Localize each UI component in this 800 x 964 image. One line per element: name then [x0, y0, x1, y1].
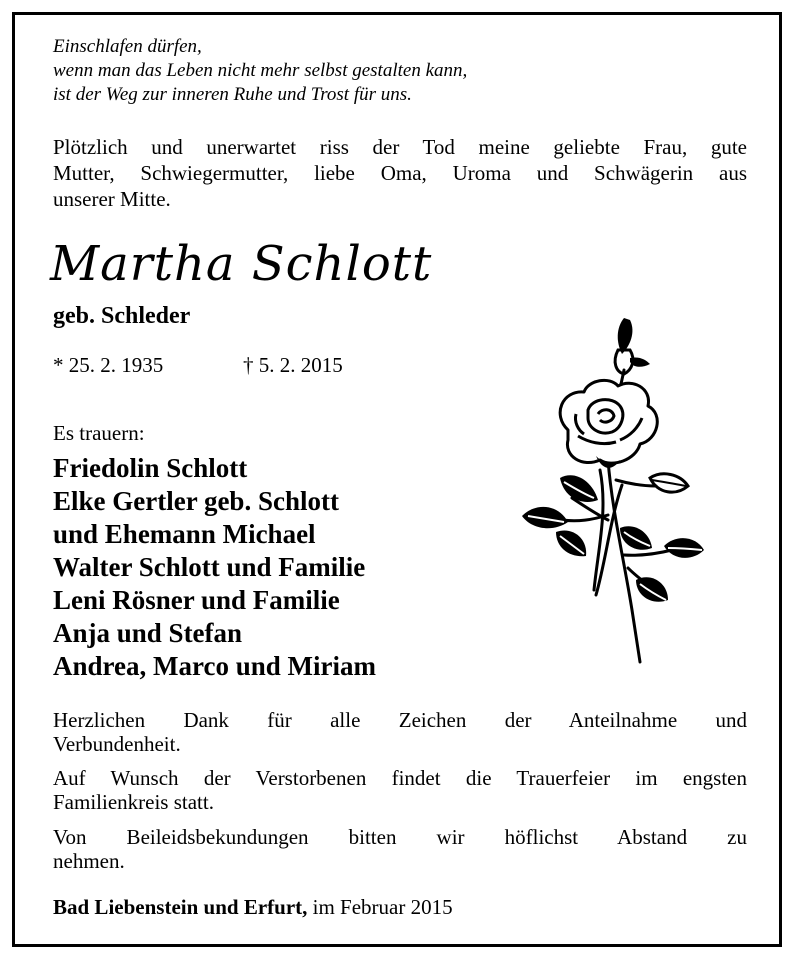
mourners-list	[53, 452, 376, 683]
deceased-name: Martha Schlott	[50, 236, 433, 292]
mourner-name: Walter Schlott und Familie	[53, 552, 366, 582]
mourner-name: Elke Gertler geb. Schlott	[53, 486, 339, 516]
rose-icon	[512, 310, 712, 670]
intro-text	[53, 134, 747, 212]
mourner-name: Friedolin Schlott	[53, 453, 248, 483]
closing-place: Bad Liebenstein und Erfurt,	[53, 895, 308, 919]
poem-line: Einschlafen dürfen,	[53, 36, 202, 57]
paragraph-line: nehmen.	[53, 849, 125, 873]
birth-date: * 25. 2. 1935	[53, 353, 164, 377]
condolences-paragraph	[53, 825, 747, 873]
closing-date: im Februar 2015	[307, 895, 453, 919]
mourner-name: Anja und Stefan	[53, 618, 243, 648]
mourners-label: Es trauern:	[53, 421, 145, 445]
funeral-paragraph	[53, 766, 747, 814]
paragraph-line: Von Beileidsbekundungen bitten wir höflichst Abstand zu	[53, 825, 747, 849]
mourner-name: Andrea, Marco und Miriam	[53, 651, 376, 681]
closing-line	[53, 895, 453, 920]
mourner-name: und Ehemann Michael	[53, 519, 316, 549]
death-date: † 5. 2. 2015	[243, 353, 343, 377]
paragraph-line: Herzlichen Dank für alle Zeichen der Anteilnahme und	[53, 708, 747, 732]
thanks-paragraph	[53, 708, 747, 756]
intro-line: unserer Mitte.	[53, 187, 171, 211]
poem-line: wenn man das Leben nicht mehr selbst gestalten kann,	[53, 60, 468, 81]
poem-line: ist der Weg zur inneren Ruhe und Trost für uns.	[53, 84, 412, 105]
paragraph-line: Verbundenheit.	[53, 732, 181, 756]
poem	[53, 35, 467, 107]
intro-line: Plötzlich und unerwartet riss der Tod meine geliebte Frau, gute	[53, 135, 747, 159]
maiden-name: geb. Schleder	[53, 303, 191, 329]
intro-line: Mutter, Schwiegermutter, liebe Oma, Uroma und Schwägerin aus	[53, 161, 747, 185]
paragraph-line: Auf Wunsch der Verstorbenen findet die Trauerfeier im engsten	[53, 766, 747, 790]
paragraph-line: Familienkreis statt.	[53, 790, 214, 814]
mourner-name: Leni Rösner und Familie	[53, 585, 340, 615]
